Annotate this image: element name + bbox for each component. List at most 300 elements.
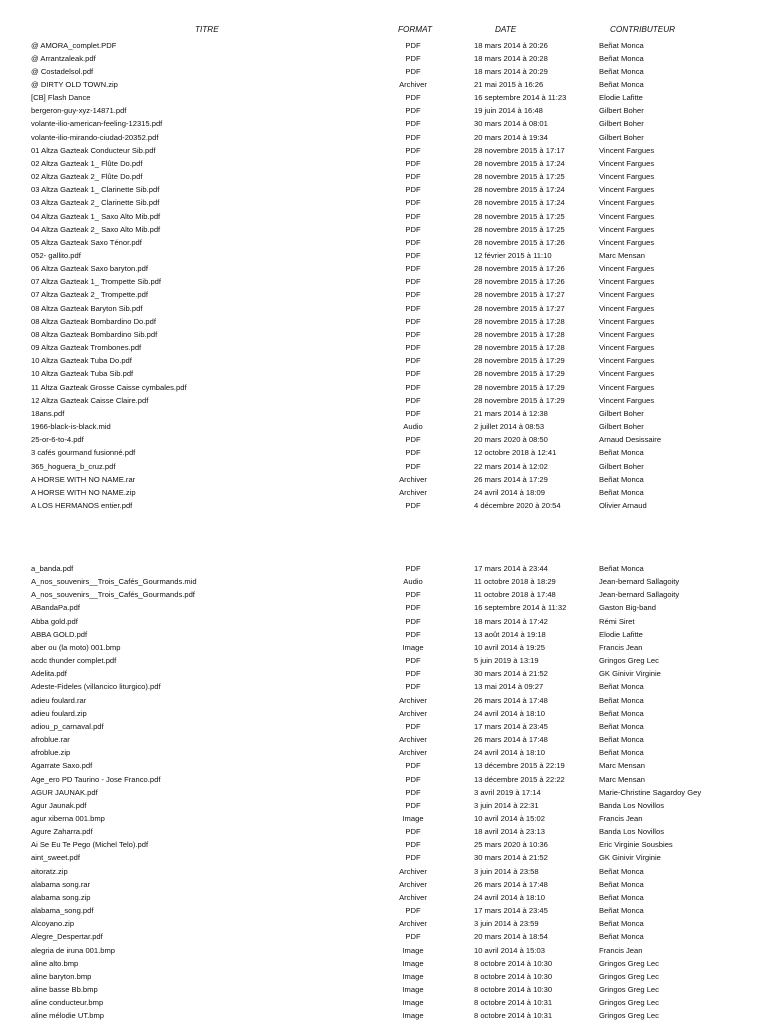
table-row xyxy=(0,499,768,512)
file-format: Archiver xyxy=(399,748,427,758)
table-row xyxy=(0,733,768,746)
file-contributor: Gringos Greg Lec xyxy=(599,998,659,1008)
file-date: 28 novembre 2015 à 17:28 xyxy=(474,329,565,339)
file-date: 5 juin 2019 à 13:19 xyxy=(474,656,539,666)
file-date: 30 mars 2014 à 21:52 xyxy=(474,853,548,863)
file-title: 02 Altza Gazteak 1_ Flûte Do.pdf xyxy=(31,158,143,168)
file-contributor: Vincent Fargues xyxy=(599,343,655,353)
file-date: 28 novembre 2015 à 17:29 xyxy=(474,382,565,392)
table-row xyxy=(0,104,768,117)
file-format: Archiver xyxy=(399,892,427,902)
file-title: 12 Altza Gazteak Caisse Claire.pdf xyxy=(31,395,149,405)
file-format: Archiver xyxy=(399,879,427,889)
file-format: PDF xyxy=(405,395,421,405)
table-row xyxy=(0,628,768,641)
table-row xyxy=(0,275,768,288)
file-contributor: Gaston Big-band xyxy=(599,603,656,613)
file-date: 13 décembre 2015 à 22:22 xyxy=(474,774,565,784)
file-title: Alcoyano.zip xyxy=(31,919,75,929)
file-contributor: Beñat Monca xyxy=(599,682,644,692)
file-title: [CB] Flash Dance xyxy=(31,93,91,103)
file-format: PDF xyxy=(405,93,421,103)
file-date: 20 mars 2014 à 19:34 xyxy=(474,132,548,142)
file-format: PDF xyxy=(405,329,421,339)
file-date: 2 juillet 2014 à 08:53 xyxy=(474,422,545,432)
file-format: PDF xyxy=(405,853,421,863)
file-contributor: Beñat Monca xyxy=(599,866,644,876)
file-contributor: Beñat Monca xyxy=(599,695,644,705)
file-date: 28 novembre 2015 à 17:24 xyxy=(474,158,565,168)
table-row xyxy=(0,446,768,459)
file-contributor: Beñat Monca xyxy=(599,735,644,745)
file-title: alabama song.zip xyxy=(31,892,91,902)
file-date: 30 mars 2014 à 21:52 xyxy=(474,669,548,679)
file-date: 17 mars 2014 à 23:45 xyxy=(474,721,548,731)
file-date: 3 juin 2014 à 23:58 xyxy=(474,866,539,876)
file-title: 07 Altza Gazteak 1_ Trompette Sib.pdf xyxy=(31,277,162,287)
file-title: @ AMORA_complet.PDF xyxy=(31,40,117,50)
file-contributor: Rémi Siret xyxy=(599,616,635,626)
table-row xyxy=(0,878,768,891)
file-title: afroblue.zip xyxy=(31,748,71,758)
file-date: 19 juin 2014 à 16:48 xyxy=(474,106,543,116)
table-row xyxy=(0,328,768,341)
file-contributor: Banda Los Novillos xyxy=(599,827,665,837)
file-date: 21 mars 2014 à 12:38 xyxy=(474,408,548,418)
file-title: AGUR JAUNAK.pdf xyxy=(31,787,98,797)
table-row xyxy=(0,381,768,394)
file-date: 8 octobre 2014 à 10:30 xyxy=(474,985,553,994)
file-contributor: Beñat Monca xyxy=(599,487,644,497)
file-contributor: GK Ginivir Virginie xyxy=(599,853,661,863)
file-format: PDF xyxy=(405,264,421,274)
file-format: PDF xyxy=(405,277,421,287)
file-title: aber ou (la moto) 001.bmp xyxy=(31,642,121,652)
table-row xyxy=(0,562,768,575)
file-contributor: Vincent Fargues xyxy=(599,198,655,208)
file-contributor: Banda Los Novillos xyxy=(599,800,665,810)
file-contributor: Marie-Christine Sagardoy Gey xyxy=(599,787,702,797)
file-format: PDF xyxy=(405,500,421,510)
file-format: PDF xyxy=(405,224,421,234)
file-date: 28 novembre 2015 à 17:17 xyxy=(474,145,565,155)
table-row xyxy=(0,183,768,196)
file-contributor: Gringos Greg Lec xyxy=(599,971,659,981)
file-format: PDF xyxy=(405,132,421,142)
file-format: Archiver xyxy=(399,735,427,745)
file-title: Agarrate Saxo.pdf xyxy=(31,761,93,771)
table-row xyxy=(0,891,768,904)
file-title: Adeste-Fideles (villancico liturgico).pdf xyxy=(31,682,161,692)
table-row xyxy=(0,210,768,223)
file-contributor: Olivier Arnaud xyxy=(599,500,647,510)
table-row xyxy=(0,91,768,104)
file-date: 8 octobre 2014 à 10:31 xyxy=(474,1011,553,1021)
file-title: Abba gold.pdf xyxy=(31,616,78,626)
file-format: PDF xyxy=(405,198,421,208)
file-format: PDF xyxy=(405,251,421,260)
file-format: PDF xyxy=(405,343,421,353)
file-contributor: Vincent Fargues xyxy=(599,356,655,366)
file-contributor: Gilbert Boher xyxy=(599,119,644,129)
file-title: 08 Altza Gazteak Bombardino Sib.pdf xyxy=(31,329,158,339)
table-row xyxy=(0,302,768,315)
file-title: 05 Altza Gazteak Saxo Ténor.pdf xyxy=(31,237,142,247)
file-format: PDF xyxy=(405,800,421,810)
header-contributeur: CONTRIBUTEUR xyxy=(610,25,676,34)
file-date: 28 novembre 2015 à 17:27 xyxy=(474,303,565,313)
file-format: PDF xyxy=(405,106,421,116)
file-title: alabama_song.pdf xyxy=(31,906,94,916)
file-format: PDF xyxy=(405,145,421,155)
file-date: 18 mars 2014 à 17:42 xyxy=(474,616,548,626)
table-row xyxy=(0,825,768,838)
file-format: PDF xyxy=(405,40,421,50)
file-date: 17 mars 2014 à 23:45 xyxy=(474,906,548,916)
file-title: 18ans.pdf xyxy=(31,408,65,418)
table-row xyxy=(0,460,768,473)
file-title: aitoratz.zip xyxy=(31,866,68,876)
file-title: Agur Jaunak.pdf xyxy=(31,800,87,810)
table-row xyxy=(0,588,768,601)
file-contributor: GK Ginivir Virginie xyxy=(599,669,661,679)
file-date: 18 mars 2014 à 20:26 xyxy=(474,40,548,50)
file-contributor: Vincent Fargues xyxy=(599,145,655,155)
file-title: ABandaPa.pdf xyxy=(31,603,80,613)
table-row xyxy=(0,904,768,917)
table-row xyxy=(0,694,768,707)
table-row xyxy=(0,838,768,851)
table-row xyxy=(0,812,768,825)
table-row xyxy=(0,970,768,983)
file-format: PDF xyxy=(405,590,421,600)
file-format: Image xyxy=(402,642,424,652)
file-title: aline alto.bmp xyxy=(31,958,79,968)
file-title: a_banda.pdf xyxy=(31,564,74,573)
file-date: 12 février 2015 à 11:10 xyxy=(474,251,552,260)
table-row xyxy=(0,654,768,667)
file-title: 03 Altza Gazteak 1_ Clarinette Sib.pdf xyxy=(31,185,160,195)
file-format: PDF xyxy=(405,369,421,379)
file-format: Archiver xyxy=(399,866,427,876)
file-title: aline mélodie UT.bmp xyxy=(31,1011,105,1021)
file-date: 21 mai 2015 à 16:26 xyxy=(474,79,544,89)
file-contributor: Vincent Fargues xyxy=(599,290,655,300)
file-contributor: Beñat Monca xyxy=(599,906,644,916)
file-contributor: Vincent Fargues xyxy=(599,264,655,274)
table-row xyxy=(0,288,768,301)
file-title: 01 Altza Gazteak Conducteur Sib.pdf xyxy=(31,145,156,155)
table-row xyxy=(0,407,768,420)
table-row xyxy=(0,851,768,864)
file-contributor: Gilbert Boher xyxy=(599,461,644,471)
file-contributor: Gringos Greg Lec xyxy=(599,958,659,968)
file-date: 28 novembre 2015 à 17:27 xyxy=(474,290,565,300)
file-date: 8 octobre 2014 à 10:30 xyxy=(474,971,553,981)
file-title: 04 Altza Gazteak 2_ Saxo Alto Mib.pdf xyxy=(31,224,161,234)
file-contributor: Beñat Monca xyxy=(599,66,644,76)
file-contributor: Beñat Monca xyxy=(599,708,644,718)
file-title: 08 Altza Gazteak Baryton Sib.pdf xyxy=(31,303,143,313)
file-format: PDF xyxy=(405,932,421,942)
file-title: agur xiberna 001.bmp xyxy=(31,813,105,823)
file-date: 24 avril 2014 à 18:10 xyxy=(474,748,545,758)
file-date: 11 octobre 2018 à 18:29 xyxy=(474,577,556,587)
file-date: 17 mars 2014 à 23:44 xyxy=(474,564,548,573)
file-format: PDF xyxy=(405,774,421,784)
file-contributor: Beñat Monca xyxy=(599,474,644,484)
file-format: PDF xyxy=(405,787,421,797)
file-contributor: Vincent Fargues xyxy=(599,303,655,313)
file-title: aline conducteur.bmp xyxy=(31,998,104,1008)
file-contributor: Gringos Greg Lec xyxy=(599,656,659,666)
table-row xyxy=(0,196,768,209)
file-format: PDF xyxy=(405,827,421,837)
file-contributor: Gilbert Boher xyxy=(599,106,644,116)
table-row xyxy=(0,930,768,943)
header-format: FORMAT xyxy=(398,25,432,34)
file-format: Image xyxy=(402,813,424,823)
file-contributor: Jean-bernard Sallagoity xyxy=(599,577,680,587)
file-title: @ DIRTY OLD TOWN.zip xyxy=(31,79,118,89)
file-format: PDF xyxy=(405,761,421,771)
file-contributor: Eric Virginie Sousbies xyxy=(599,840,673,850)
file-contributor: Vincent Fargues xyxy=(599,185,655,195)
file-date: 20 mars 2020 à 08:50 xyxy=(474,435,548,445)
file-contributor: Marc Mensan xyxy=(599,774,646,784)
file-date: 28 novembre 2015 à 17:26 xyxy=(474,264,565,274)
file-date: 28 novembre 2015 à 17:26 xyxy=(474,277,565,287)
file-title: Agure Zaharra.pdf xyxy=(31,827,93,837)
file-date: 3 avril 2019 à 17:14 xyxy=(474,787,541,797)
file-contributor: Gringos Greg Lec xyxy=(599,985,659,994)
file-format: PDF xyxy=(405,840,421,850)
file-contributor: Francis Jean xyxy=(599,813,643,823)
file-title: 1966-black-is-black.mid xyxy=(31,422,111,432)
file-format: PDF xyxy=(405,316,421,326)
file-format: PDF xyxy=(405,382,421,392)
file-title: 3 cafés gourmand fusionné.pdf xyxy=(31,448,136,458)
table-row xyxy=(0,983,768,996)
table-row xyxy=(0,157,768,170)
file-date: 18 avril 2014 à 23:13 xyxy=(474,827,545,837)
file-format: PDF xyxy=(405,158,421,168)
file-contributor: Vincent Fargues xyxy=(599,316,655,326)
file-date: 3 juin 2014 à 23:59 xyxy=(474,919,539,929)
file-format: PDF xyxy=(405,237,421,247)
file-format: Archiver xyxy=(399,79,427,89)
file-contributor: Vincent Fargues xyxy=(599,237,655,247)
file-title: A_nos_souvenirs__Trois_Cafés_Gourmands.pdf xyxy=(31,590,195,600)
file-format: PDF xyxy=(405,721,421,731)
table-row xyxy=(0,486,768,499)
file-date: 18 mars 2014 à 20:29 xyxy=(474,66,548,76)
file-title: 06 Altza Gazteak Saxo baryton.pdf xyxy=(31,264,148,274)
table-row xyxy=(0,236,768,249)
file-format: PDF xyxy=(405,119,421,129)
table-row xyxy=(0,117,768,130)
file-title: 10 Altza Gazteak Tuba Do.pdf xyxy=(31,356,132,366)
file-title: 052- gallito.pdf xyxy=(31,251,81,260)
file-date: 28 novembre 2015 à 17:28 xyxy=(474,343,565,353)
table-row xyxy=(0,262,768,275)
file-date: 26 mars 2014 à 17:48 xyxy=(474,695,548,705)
file-date: 18 mars 2014 à 20:28 xyxy=(474,53,548,63)
file-contributor: Beñat Monca xyxy=(599,932,644,942)
file-title: bergeron-guy-xyz-14871.pdf xyxy=(31,106,127,116)
file-date: 13 août 2014 à 19:18 xyxy=(474,629,546,639)
file-contributor: Beñat Monca xyxy=(599,892,644,902)
file-title: adieu foulard.zip xyxy=(31,708,87,718)
file-format: Image xyxy=(402,985,424,994)
file-contributor: Vincent Fargues xyxy=(599,329,655,339)
file-list-block-2 xyxy=(0,562,768,1022)
table-row xyxy=(0,354,768,367)
file-contributor: Beñat Monca xyxy=(599,448,644,458)
file-contributor: Gringos Greg Lec xyxy=(599,1011,659,1021)
file-date: 22 mars 2014 à 12:02 xyxy=(474,461,548,471)
file-format: PDF xyxy=(405,303,421,313)
file-date: 28 novembre 2015 à 17:24 xyxy=(474,198,565,208)
file-title: aint_sweet.pdf xyxy=(31,853,80,863)
file-title: adiou_p_carnaval.pdf xyxy=(31,721,104,731)
file-date: 12 octobre 2018 à 12:41 xyxy=(474,448,557,458)
table-row xyxy=(0,944,768,957)
header-titre: TITRE xyxy=(195,25,219,34)
file-format: PDF xyxy=(405,461,421,471)
file-title: 08 Altza Gazteak Bombardino Do.pdf xyxy=(31,316,156,326)
file-title: 07 Altza Gazteak 2_ Trompette.pdf xyxy=(31,290,148,300)
file-date: 10 avril 2014 à 19:25 xyxy=(474,642,545,652)
table-row xyxy=(0,1009,768,1022)
table-row xyxy=(0,433,768,446)
file-format: PDF xyxy=(405,172,421,182)
file-format: Image xyxy=(402,1011,424,1021)
file-date: 30 mars 2014 à 08:01 xyxy=(474,119,548,129)
file-contributor: Gilbert Boher xyxy=(599,132,644,142)
file-date: 8 octobre 2014 à 10:30 xyxy=(474,958,553,968)
table-row xyxy=(0,707,768,720)
file-title: 25-or-6-to-4.pdf xyxy=(31,435,84,445)
file-contributor: Vincent Fargues xyxy=(599,224,655,234)
file-date: 26 mars 2014 à 17:48 xyxy=(474,735,548,745)
file-contributor: Arnaud Desissaire xyxy=(599,435,662,445)
table-row xyxy=(0,249,768,262)
file-format: PDF xyxy=(405,629,421,639)
file-title: afroblue.rar xyxy=(31,735,70,745)
file-title: 10 Altza Gazteak Tuba Sib.pdf xyxy=(31,369,134,379)
file-format: Archiver xyxy=(399,919,427,929)
file-title: 04 Altza Gazteak 1_ Saxo Alto Mib.pdf xyxy=(31,211,161,221)
table-row xyxy=(0,957,768,970)
file-contributor: Francis Jean xyxy=(599,642,643,652)
table-row xyxy=(0,65,768,78)
file-contributor: Beñat Monca xyxy=(599,53,644,63)
file-title: A_nos_souvenirs__Trois_Cafés_Gourmands.mid xyxy=(31,577,197,587)
file-format: PDF xyxy=(405,603,421,613)
file-contributor: Gilbert Boher xyxy=(599,422,644,432)
file-format: PDF xyxy=(405,906,421,916)
table-row xyxy=(0,394,768,407)
header-date: DATE xyxy=(495,25,517,34)
table-row xyxy=(0,680,768,693)
file-title: aline basse Bb.bmp xyxy=(31,985,98,994)
file-date: 28 novembre 2015 à 17:28 xyxy=(474,316,565,326)
table-row xyxy=(0,641,768,654)
file-date: 24 avril 2014 à 18:09 xyxy=(474,487,545,497)
table-row xyxy=(0,315,768,328)
table-row xyxy=(0,341,768,354)
file-title: Ai Se Eu Te Pego (Michel Telo).pdf xyxy=(31,840,149,850)
file-date: 10 avril 2014 à 15:02 xyxy=(474,813,545,823)
file-title: Alegre_Despertar.pdf xyxy=(31,932,103,942)
file-format: PDF xyxy=(405,66,421,76)
table-row xyxy=(0,786,768,799)
table-row xyxy=(0,367,768,380)
file-date: 28 novembre 2015 à 17:26 xyxy=(474,237,565,247)
file-date: 13 mai 2014 à 09:27 xyxy=(474,682,544,692)
file-format: Archiver xyxy=(399,708,427,718)
file-date: 26 mars 2014 à 17:48 xyxy=(474,879,548,889)
file-title: @ Costadelsol.pdf xyxy=(31,66,94,76)
file-format: Audio xyxy=(403,422,423,432)
file-contributor: Elodie Lafitte xyxy=(599,629,643,639)
file-contributor: Elodie Lafitte xyxy=(599,93,643,103)
file-contributor: Francis Jean xyxy=(599,945,643,955)
file-format: PDF xyxy=(405,448,421,458)
file-title: A HORSE WITH NO NAME.zip xyxy=(31,487,136,497)
file-date: 28 novembre 2015 à 17:29 xyxy=(474,369,565,379)
file-title: alegria de iruna 001.bmp xyxy=(31,945,116,955)
table-row xyxy=(0,865,768,878)
file-date: 28 novembre 2015 à 17:29 xyxy=(474,395,565,405)
file-date: 16 septembre 2014 à 11:32 xyxy=(474,603,567,613)
file-format: Image xyxy=(402,971,424,981)
file-date: 13 décembre 2015 à 22:19 xyxy=(474,761,565,771)
file-title: volante-ilio-mirando-ciudad-20352.pdf xyxy=(31,132,159,142)
table-header xyxy=(0,25,768,37)
file-format: Archiver xyxy=(399,474,427,484)
file-contributor: Beñat Monca xyxy=(599,79,644,89)
file-date: 28 novembre 2015 à 17:25 xyxy=(474,172,565,182)
file-title: adieu foulard.rar xyxy=(31,695,87,705)
file-title: alabama song.rar xyxy=(31,879,91,889)
file-contributor: Vincent Fargues xyxy=(599,158,655,168)
table-row xyxy=(0,667,768,680)
file-title: volante-ilio-american-feeling-12315.pdf xyxy=(31,119,163,129)
file-list-block-1 xyxy=(0,39,768,513)
table-row xyxy=(0,39,768,52)
file-date: 24 avril 2014 à 18:10 xyxy=(474,892,545,902)
file-date: 11 octobre 2018 à 17:48 xyxy=(474,590,556,600)
file-date: 4 décembre 2020 à 20:54 xyxy=(474,500,561,510)
file-format: PDF xyxy=(405,616,421,626)
file-format: PDF xyxy=(405,682,421,692)
file-contributor: Gilbert Boher xyxy=(599,408,644,418)
file-date: 16 septembre 2014 à 11:23 xyxy=(474,93,567,103)
file-format: Archiver xyxy=(399,487,427,497)
file-date: 24 avril 2014 à 18:10 xyxy=(474,708,545,718)
file-title: aline baryton.bmp xyxy=(31,971,92,981)
file-contributor: Marc Mensan xyxy=(599,251,646,260)
file-contributor: Vincent Fargues xyxy=(599,277,655,287)
file-title: Age_ero PD Taurino - Jose Franco.pdf xyxy=(31,774,161,784)
table-row xyxy=(0,223,768,236)
file-format: Archiver xyxy=(399,695,427,705)
file-date: 28 novembre 2015 à 17:24 xyxy=(474,185,565,195)
file-format: Image xyxy=(402,945,424,955)
file-date: 20 mars 2014 à 18:54 xyxy=(474,932,548,942)
